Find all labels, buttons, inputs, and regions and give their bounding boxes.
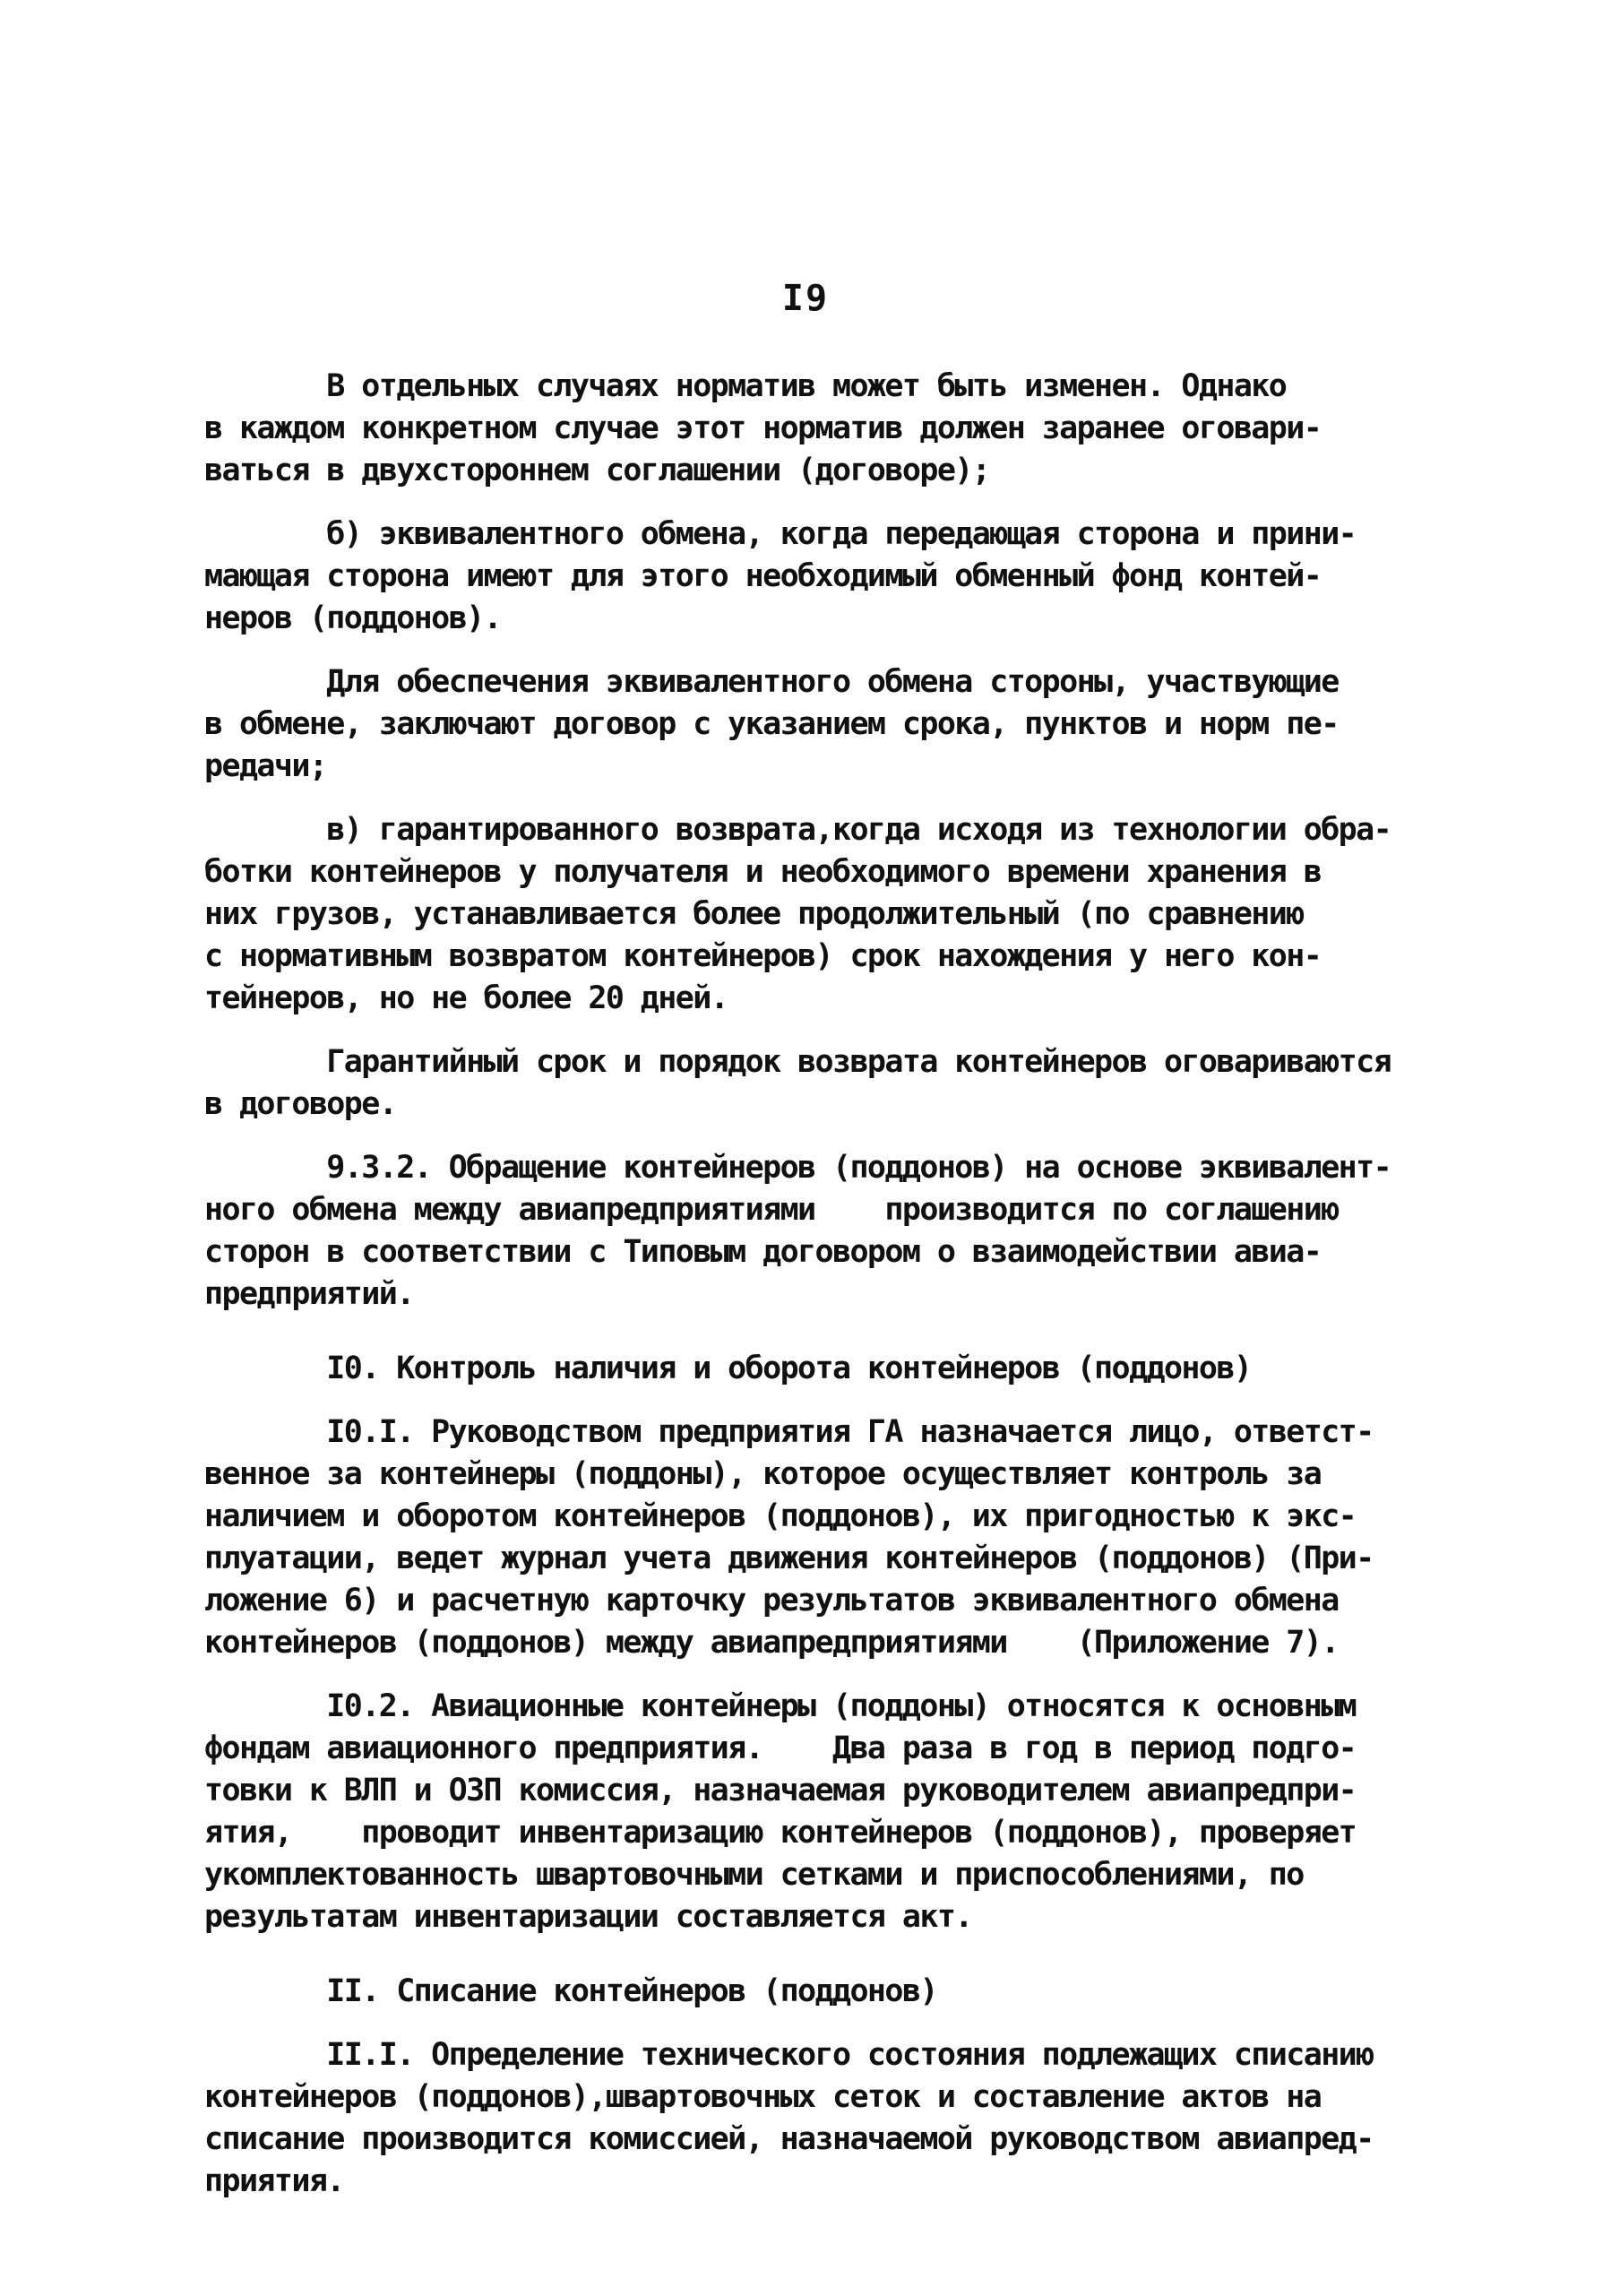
- text-line: 9.3.2. Обращение контейнеров (поддонов) на основе эквивалент-: [204, 1150, 1391, 1186]
- paragraph: [204, 1686, 1387, 1938]
- text-line: сторон в соответствии с Типовым договором о взаимодействии авиа-: [204, 1234, 1322, 1270]
- text-line: мающая сторона имеют для этого необходимый обменный фонд контей-: [204, 558, 1322, 594]
- text-line: ботки контейнеров у получателя и необходимого времени хранения в: [204, 854, 1322, 890]
- paragraph: [204, 661, 1387, 788]
- paragraph-spacer: [204, 2013, 1387, 2034]
- page-number: I9: [781, 278, 830, 319]
- text-line: венное за контейнеры (поддоны), которое осуществляет контроль за: [204, 1456, 1322, 1492]
- text-line: с нормативным возвратом контейнеров) срок нахождения у него кон-: [204, 938, 1322, 974]
- text-line: товки к ВЛП и ОЗП комиссия, назначаемая руководителем авиапредпри-: [204, 1773, 1357, 1808]
- paragraph: [204, 2034, 1387, 2203]
- text-line: ного обмена между авиапредприятиями производится по соглашению: [204, 1192, 1339, 1228]
- text-line: ваться в двухстороннем соглашении (договоре);: [204, 453, 990, 488]
- text-line: ложение 6) и расчетную карточку результатов эквивалентного обмена: [204, 1583, 1339, 1618]
- paragraph: [204, 1411, 1387, 1664]
- text-line: б) эквивалентного обмена, когда передающая сторона и прини-: [204, 516, 1357, 552]
- text-line: Гарантийный срок и порядок возврата контейнеров оговариваются: [204, 1044, 1391, 1080]
- paragraph-spacer: [204, 1938, 1387, 1971]
- text-line: контейнеров (поддонов),швартовочных сеток и составление актов на: [204, 2079, 1322, 2115]
- document-body: [204, 366, 1391, 2203]
- paragraph-spacer: [204, 1020, 1387, 1041]
- text-line: контейнеров (поддонов) между авиапредприятиями (Приложение 7).: [204, 1625, 1339, 1661]
- text-line: фондам авиационного предприятия. Два раза в год в период подго-: [204, 1731, 1357, 1766]
- paragraph-spacer: [204, 1316, 1387, 1348]
- paragraph-spacer: [204, 640, 1387, 661]
- text-line: Для обеспечения эквивалентного обмена стороны, участвующие: [204, 664, 1339, 700]
- text-line: II. Списание контейнеров (поддонов): [204, 1973, 937, 2009]
- text-line: в договоре.: [204, 1086, 397, 1122]
- text-line: неров (поддонов).: [204, 600, 502, 636]
- text-line: них грузов, устанавливается более продолжительный (по сравнению: [204, 896, 1304, 932]
- text-line: укомплектованность швартовочными сетками и приспособлениями, по: [204, 1857, 1304, 1893]
- text-line: II.I. Определение технического состояния подлежащих списанию: [204, 2037, 1374, 2073]
- text-line: I0.2. Авиационные контейнеры (поддоны) относятся к основным: [204, 1688, 1357, 1724]
- paragraph: [204, 1971, 1387, 2013]
- text-line: I0. Контроль наличия и оборота контейнеров (поддонов): [204, 1351, 1252, 1386]
- text-line: в обмене, заключают договор с указанием срока, пунктов и норм пе-: [204, 706, 1339, 742]
- text-line: редачи;: [204, 748, 327, 784]
- text-line: I0.I. Руководством предприятия ГА назначается лицо, ответст-: [204, 1414, 1374, 1450]
- text-line: плуатации, ведет журнал учета движения контейнеров (поддонов) (При-: [204, 1541, 1374, 1576]
- text-line: предприятий.: [204, 1276, 414, 1312]
- text-line: в каждом конкретном случае этот норматив должен заранее оговари-: [204, 410, 1322, 446]
- text-line: в) гарантированного возврата,когда исходя из технологии обра-: [204, 812, 1391, 848]
- text-line: ятия, проводит инвентаризацию контейнеров (поддонов), проверяет: [204, 1815, 1357, 1851]
- text-line: тейнеров, но не более 20 дней.: [204, 980, 728, 1016]
- paragraph: [204, 514, 1387, 640]
- text-line: приятия.: [204, 2163, 344, 2199]
- paragraph-spacer: [204, 492, 1387, 514]
- text-line: списание производится комиссией, назначаемой руководством авиапред-: [204, 2121, 1374, 2157]
- paragraph: [204, 366, 1387, 492]
- text-line: В отдельных случаях норматив может быть изменен. Однако: [204, 368, 1287, 404]
- paragraph-spacer: [204, 1126, 1387, 1147]
- paragraph-spacer: [204, 1664, 1387, 1686]
- text-line: результатам инвентаризации составляется акт.: [204, 1899, 972, 1935]
- paragraph: [204, 809, 1391, 1020]
- paragraph: [204, 1348, 1387, 1390]
- paragraph: [204, 1041, 1391, 1126]
- paragraph: [204, 1147, 1391, 1316]
- paragraph-spacer: [204, 788, 1387, 809]
- text-line: наличием и оборотом контейнеров (поддонов), их пригодностью к экс-: [204, 1498, 1357, 1534]
- paragraph-spacer: [204, 1390, 1387, 1411]
